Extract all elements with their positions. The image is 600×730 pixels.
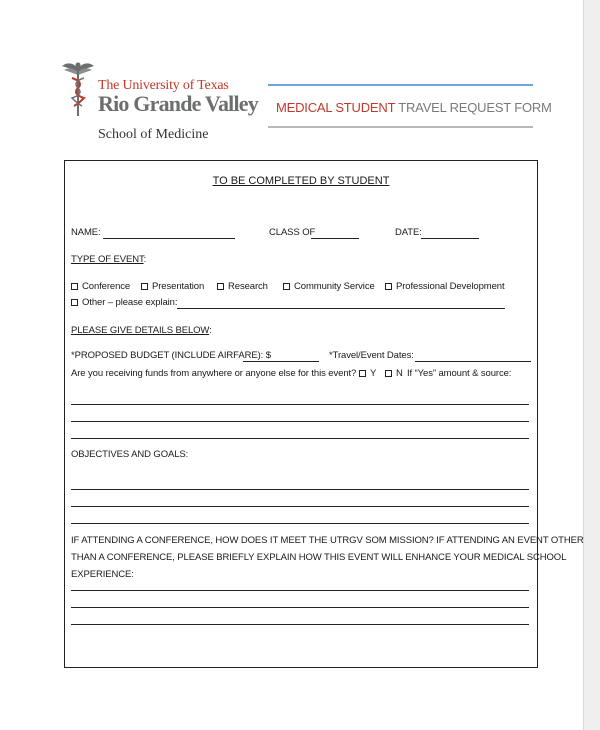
objectives-line-1[interactable] xyxy=(71,489,529,490)
details-heading xyxy=(71,325,212,336)
type-of-event-colon: : xyxy=(143,254,147,265)
checkbox-icon xyxy=(141,283,148,290)
checkbox-no[interactable] xyxy=(385,368,403,379)
class-field[interactable] xyxy=(311,238,359,239)
checkbox-icon xyxy=(283,283,290,290)
objectives-label: OBJECTIVES AND GOALS: xyxy=(71,449,189,460)
type-of-event-heading xyxy=(71,254,146,265)
form-title xyxy=(276,100,552,115)
checkbox-conference[interactable] xyxy=(71,281,130,292)
date-field[interactable] xyxy=(421,238,479,239)
objectives-line-3[interactable] xyxy=(71,523,529,524)
checkbox-icon xyxy=(71,283,78,290)
university-name: The University of Texas xyxy=(98,78,229,93)
date-label: DATE: xyxy=(395,227,422,238)
checkbox-community-service[interactable] xyxy=(283,281,375,292)
checkbox-presentation[interactable] xyxy=(141,281,204,292)
checkbox-professional-development[interactable] xyxy=(385,281,505,292)
checkbox-conference-label: Conference xyxy=(82,281,131,292)
details-label: PLEASE GIVE DETAILS BELOW xyxy=(71,325,210,336)
funds-answer-line-3[interactable] xyxy=(71,438,529,439)
caduceus-icon xyxy=(60,58,96,118)
mission-question-line-2: THAN A CONFERENCE, PLEASE BRIEFLY EXPLAIN HOW THIS EVENT WILL ENHANCE YOUR MEDICAL SCHOOL xyxy=(71,552,567,563)
checkbox-yes[interactable] xyxy=(359,368,376,379)
university-logo xyxy=(60,58,260,148)
checkbox-community-service-label: Community Service xyxy=(294,281,375,292)
budget-field[interactable] xyxy=(243,361,319,362)
mission-answer-line-2[interactable] xyxy=(71,607,529,608)
travel-dates-label: *Travel/Event Dates: xyxy=(329,350,414,361)
header-rule-gray xyxy=(268,126,533,128)
form-title-rest: TRAVEL REQUEST FORM xyxy=(395,100,552,115)
checkbox-icon xyxy=(385,283,392,290)
checkbox-yes-label: Y xyxy=(370,368,377,379)
mission-answer-line-3[interactable] xyxy=(71,624,529,625)
school-name: School of Medicine xyxy=(98,127,209,142)
checkbox-presentation-label: Presentation xyxy=(152,281,205,292)
checkbox-icon xyxy=(385,370,392,377)
viewer-scroll-gutter[interactable] xyxy=(584,0,600,730)
checkbox-research-label: Research xyxy=(228,281,268,292)
section-title: TO BE COMPLETED BY STUDENT xyxy=(212,175,390,187)
checkbox-no-label: N xyxy=(396,368,403,379)
class-label: CLASS OF xyxy=(269,227,316,238)
if-yes-label: If “Yes” amount & source: xyxy=(407,368,512,379)
header-rule-blue xyxy=(268,84,533,86)
mission-question-line-3: EXPERIENCE: xyxy=(71,569,134,580)
budget-label: *PROPOSED BUDGET (INCLUDE AIRFARE): $ xyxy=(71,350,271,361)
campus-name: Rio Grande Valley xyxy=(98,91,258,116)
checkbox-icon xyxy=(359,370,366,377)
details-colon: : xyxy=(209,325,212,336)
name-field[interactable] xyxy=(103,238,235,239)
funds-question: Are you receiving funds from anywhere or anyone else for this event? xyxy=(71,368,357,379)
form-title-highlight: MEDICAL STUDENT xyxy=(276,100,396,115)
checkbox-icon xyxy=(217,283,224,290)
checkbox-other[interactable] xyxy=(71,297,177,308)
name-label: NAME: xyxy=(71,227,101,238)
checkbox-icon xyxy=(71,299,78,306)
student-form xyxy=(64,160,584,668)
type-of-event-label: TYPE OF EVENT xyxy=(71,254,144,265)
other-explain-field[interactable] xyxy=(177,308,505,309)
checkbox-professional-development-label: Professional Development xyxy=(396,281,505,292)
checkbox-research[interactable] xyxy=(217,281,268,292)
funds-answer-line-1[interactable] xyxy=(71,404,529,405)
objectives-line-2[interactable] xyxy=(71,506,529,507)
mission-question-line-1: IF ATTENDING A CONFERENCE, HOW DOES IT MEET THE UTRGV SOM MISSION? IF ATTENDING AN EVENT OTHER xyxy=(71,535,584,546)
funds-answer-line-2[interactable] xyxy=(71,421,529,422)
travel-dates-field[interactable] xyxy=(415,361,531,362)
mission-answer-line-1[interactable] xyxy=(71,590,529,591)
checkbox-other-label: Other – please explain: xyxy=(82,297,178,308)
